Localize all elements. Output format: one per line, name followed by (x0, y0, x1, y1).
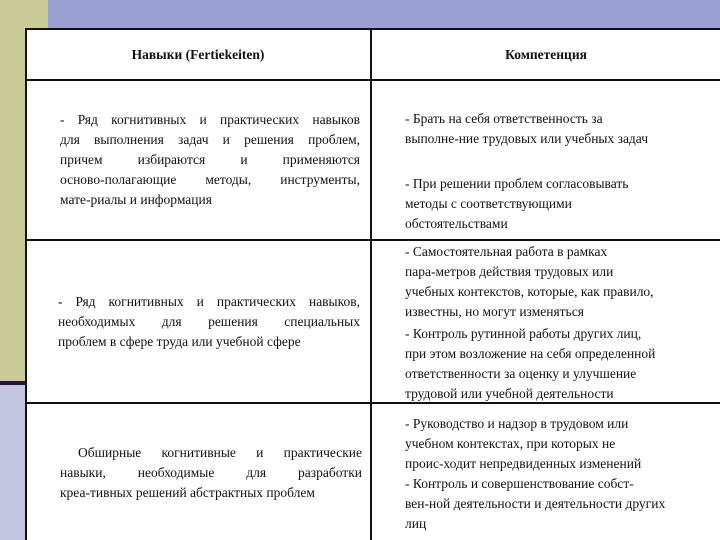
table-row-divider (25, 239, 720, 241)
text-line: методы с соответствующими (405, 196, 572, 211)
row1-competence-2 (405, 174, 628, 234)
text-line: Обширные когнитивные и практические (78, 445, 362, 460)
text-line: креа-тивных решений абстрактных проблем (60, 485, 315, 500)
text-line: навыки, необходимые для разработки (60, 465, 362, 480)
table-border-left (25, 28, 27, 540)
text-line: обстоятельствами (405, 216, 508, 231)
text-line: проис-ходит непредвиденных изменений (405, 456, 642, 471)
text-line: известны, но могут изменяться (405, 304, 584, 319)
text-line: пара-метров действия трудовых или (405, 264, 614, 279)
header-competence: Компетенция (505, 47, 587, 62)
text-line: - Брать на себя ответственность за (405, 111, 603, 126)
text-line: мате-риалы и информация (60, 192, 212, 207)
row2-skills (58, 292, 360, 352)
text-line: необходимых для решения специальных (58, 314, 360, 329)
row2-competence-1 (405, 242, 654, 322)
text-line: ответственности за оценку и улучшение (405, 366, 637, 381)
slide-top-bar (48, 0, 720, 28)
slide-side-bar-top (0, 0, 25, 381)
text-line: - Ряд когнитивных и практических навыков (60, 112, 360, 127)
text-line: - Руководство и надзор в трудовом или (405, 416, 629, 431)
text-line: - Самостоятельная работа в рамках (405, 244, 608, 259)
text-line: осново-полагающие методы, инструменты, (60, 172, 360, 187)
row2-competence-2 (405, 324, 655, 404)
text-line: вен-ной деятельности и деятельности других (405, 496, 666, 511)
text-line: учебном контекстах, при которых не (405, 436, 616, 451)
text-line: для выполнения задач и решения проблем, (60, 132, 360, 147)
row3-competence-2 (405, 474, 665, 534)
row3-competence-1 (405, 414, 641, 474)
slide-side-bar-bottom (0, 385, 25, 540)
text-line: - При решении проблем согласовывать (405, 176, 629, 191)
text-line: при этом возложение на себя определенной (405, 346, 656, 361)
row1-competence-1 (405, 109, 648, 149)
table-column-divider (370, 28, 372, 540)
text-line: - Контроль рутинной работы других лиц, (405, 326, 642, 341)
text-line: - Ряд когнитивных и практических навыков, (58, 294, 360, 309)
text-line: выполне-ние трудовых или учебных задач (405, 131, 649, 146)
header-skills: Навыки (Fertiekeiten) (131, 47, 265, 62)
row3-skills (60, 443, 362, 503)
text-line: - Контроль и совершенствование собст- (405, 476, 634, 491)
text-line: проблем в сфере труда или учебной сфере (58, 334, 301, 349)
table-border-top (25, 28, 720, 30)
row1-skills (60, 110, 360, 210)
text-line: трудовой или учебной деятельности (405, 386, 614, 401)
table-row-divider (25, 79, 720, 81)
text-line: причем избираются и применяются (60, 152, 360, 167)
text-line: учебных контекстов, которые, как правило, (405, 284, 654, 299)
text-line: лиц (405, 516, 427, 531)
